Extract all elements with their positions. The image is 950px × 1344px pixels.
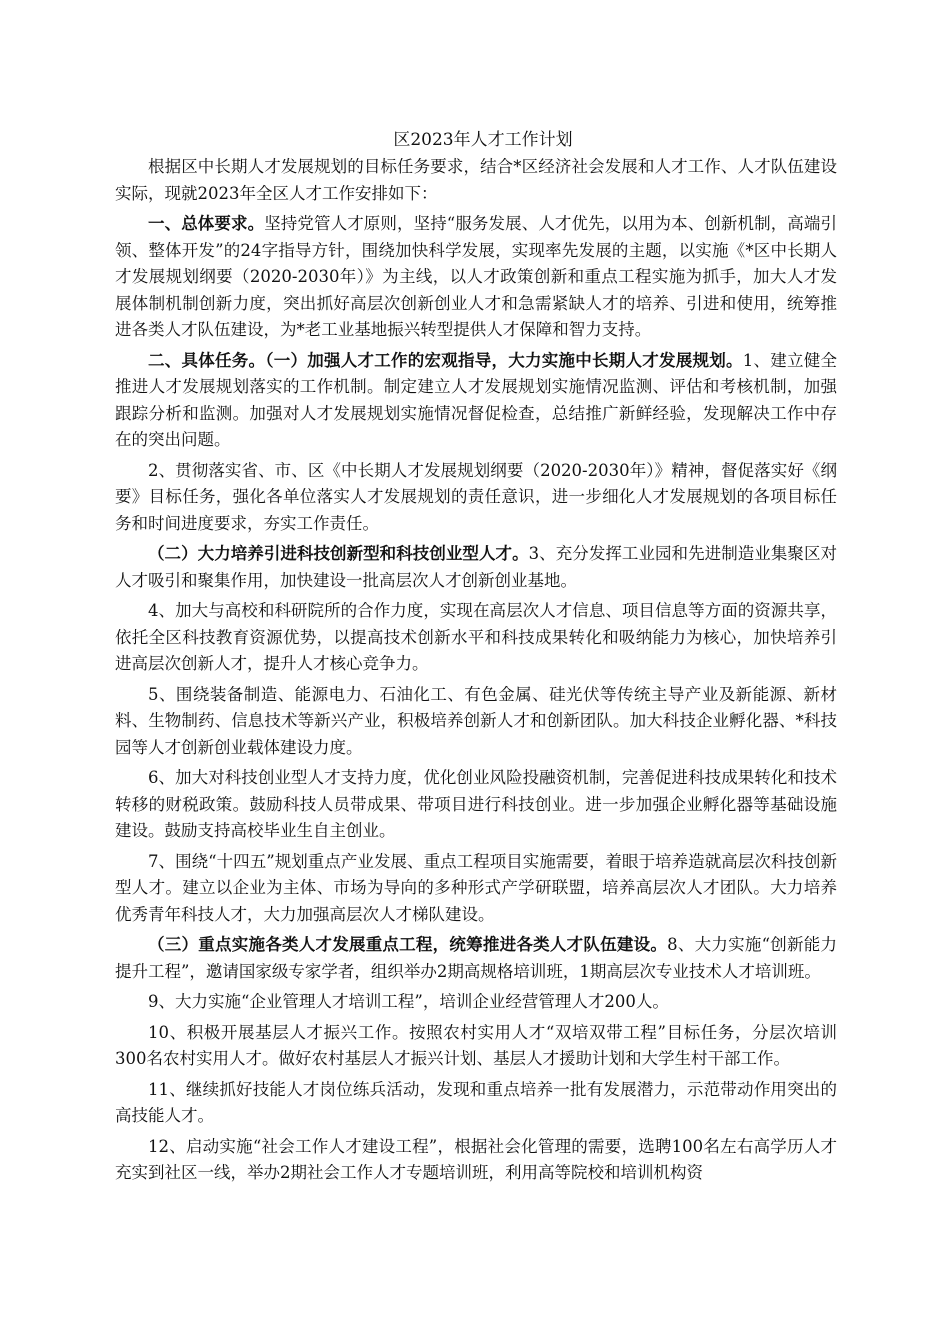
paragraph xyxy=(115,598,837,678)
section-heading: （三）重点实施各类人才发展重点工程，统筹推进各类人才队伍建设。 xyxy=(148,935,668,954)
paragraph xyxy=(115,989,837,1016)
paragraph xyxy=(115,765,837,845)
paragraph xyxy=(115,211,837,344)
paragraph xyxy=(115,1134,837,1187)
paragraph xyxy=(115,682,837,762)
paragraph-text: 8、大力实施“创新能力提升工程”，邀请国家级专家学者，组织举办2期高规格培训班，1期高层次专业技术人才培训班。 xyxy=(115,935,837,981)
paragraph-text: 5、围绕装备制造、能源电力、石油化工、有色金属、硅光伏等传统主导产业及新能源、新材料、生物制药、信息技术等新兴产业，积极培养创新人才和创新团队。加大科技企业孵化器、*科技园等人才创新创业载体建设力度。 xyxy=(115,684,837,757)
paragraph xyxy=(115,1077,837,1130)
paragraph-text: 10、积极开展基层人才振兴工作。按照农村实用人才“双培双带工程”目标任务，分层次培训300名农村实用人才。做好农村基层人才振兴计划、基层人才援助计划和大学生村干部工作。 xyxy=(115,1022,837,1068)
document-page xyxy=(115,126,837,1191)
document-body xyxy=(115,154,837,1187)
paragraph xyxy=(115,154,837,207)
paragraph xyxy=(115,541,837,594)
paragraph xyxy=(115,458,837,538)
paragraph xyxy=(115,1020,837,1073)
paragraph xyxy=(115,932,837,985)
section-heading: （二）大力培养引进科技创新型和科技创业型人才。 xyxy=(148,544,529,563)
paragraph-text: 6、加大对科技创业型人才支持力度，优化创业风险投融资机制，完善促进科技成果转化和技术转移的财税政策。鼓励科技人员带成果、带项目进行科技创业。进一步加强企业孵化器等基础设施建设。鼓励支持高校毕业生自主创业。 xyxy=(115,768,837,840)
paragraph-text: 根据区中长期人才发展规划的目标任务要求，结合*区经济社会发展和人才工作、人才队伍建设实际，现就2023年全区人才工作安排如下： xyxy=(115,157,837,203)
paragraph-text: 12、启动实施“社会工作人才建设工程”，根据社会化管理的需要，选聘100名左右高学历人才充实到社区一线，举办2期社会工作人才专题培训班，利用高等院校和培训机构资 xyxy=(115,1136,837,1182)
paragraph-text: 11、继续抓好技能人才岗位练兵活动，发现和重点培养一批有发展潜力，示范带动作用突出的高技能人才。 xyxy=(115,1079,837,1125)
paragraph-text: 4、加大与高校和科研院所的合作力度，实现在高层次人才信息、项目信息等方面的资源共享，依托全区科技教育资源优势，以提高技术创新水平和科技成果转化和吸纳能力为核心，加快培养引进高层次创新人才，提升人才核心竞争力。 xyxy=(115,601,837,673)
paragraph xyxy=(115,348,837,454)
paragraph xyxy=(115,849,837,929)
paragraph-text: 1、建立健全推进人才发展规划落实的工作机制。制定建立人才发展规划实施情况监测、评估和考核机制，加强跟踪分析和监测。加强对人才发展规划实施情况督促检查，总结推广新鲜经验，发现解决工作中存在的突出问题。 xyxy=(115,350,837,449)
paragraph-text: 3、充分发挥工业园和先进制造业集聚区对人才吸引和聚集作用，加快建设一批高层次人才创新创业基地。 xyxy=(115,544,838,590)
paragraph-text: 坚持党管人才原则，坚持“服务发展、人才优先，以用为本、创新机制，高端引领、整体开发”的24字指导方针，围绕加快科学发展，实现率先发展的主题，以实施《*区中长期人才发展规划纲要（2020-2030年）》为主线，以人才政策创新和重点工程实施为抓手，加大人才发展体制机制创新力度，突出抓好高层次创新创业人才和急需紧缺人才的培养、引进和使用，统筹推进各类人才队伍建设，为*老工业基地振兴转型提供人才保障和智力支持。 xyxy=(115,214,838,339)
paragraph-text: 7、围绕“十四五”规划重点产业发展、重点工程项目实施需要，着眼于培养造就高层次科技创新型人才。建立以企业为主体、市场为导向的多种形式产学研联盟，培养高层次人才团队。大力培养优秀青年科技人才，大力加强高层次人才梯队建设。 xyxy=(115,851,837,924)
paragraph-text: 9、大力实施“企业管理人才培训工程”，培训企业经营管理人才200人。 xyxy=(148,992,669,1011)
document-title: 区2023年人才工作计划 xyxy=(393,130,573,150)
section-heading: 二、具体任务。（一）加强人才工作的宏观指导，大力实施中长期人才发展规划。 xyxy=(148,350,743,370)
section-heading: 一、总体要求。 xyxy=(148,214,265,233)
paragraph-text: 2、贯彻落实省、市、区《中长期人才发展规划纲要（2020-2030年）》精神，督促落实好《纲要》目标任务，强化各单位落实人才发展规划的责任意识，进一步细化人才发展规划的各项目标任务和时间进度要求，夯实工作责任。 xyxy=(115,460,837,533)
